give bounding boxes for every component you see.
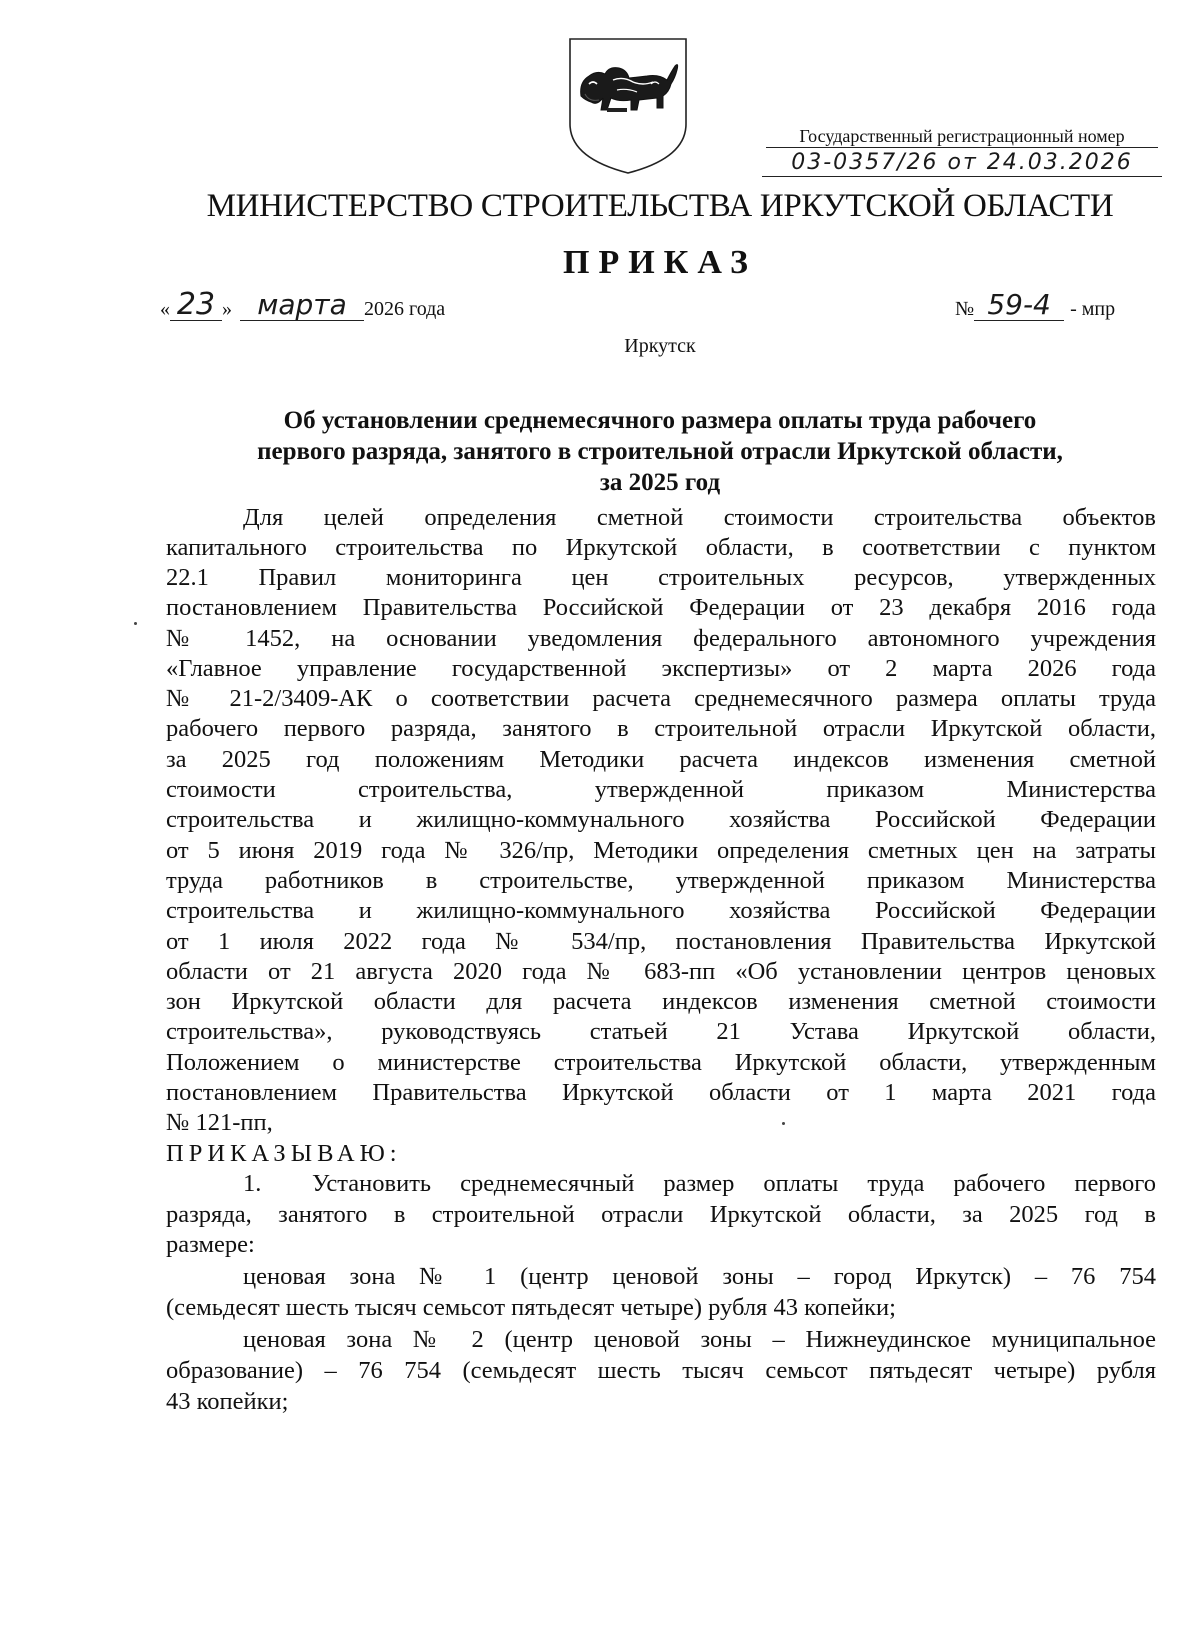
preamble-line: области от 21 августа 2020 года № 683-пп «Об установлении центров ценовых	[166, 958, 1156, 985]
date-quote-open: «	[160, 298, 170, 320]
preamble-line: капитального строительства по Иркутской области, в соответствии с пунктом	[166, 534, 1156, 561]
preamble-line: строительства», руководствуясь статьей 21 Устава Иркутской области,	[166, 1018, 1156, 1045]
preamble-line: Положением о министерстве строительства Иркутской области, утвержденным	[166, 1049, 1156, 1076]
order-number	[955, 290, 1115, 321]
preamble-line: постановлением Правительства Иркутской области от 1 марта 2021 года	[166, 1079, 1156, 1106]
registration-number-label: Государственный регистрационный номер	[766, 126, 1158, 148]
order-verb: ПРИКАЗЫВАЮ:	[166, 1140, 402, 1167]
preamble-line: стоимости строительства, утвержденной приказом Министерства	[166, 776, 1156, 803]
preamble-line: Для целей определения сметной стоимости строительства объектов	[243, 504, 1156, 531]
preamble-line: № 21-2/3409-АК о соответствии расчета среднемесячного размера оплаты труда	[166, 685, 1156, 712]
zone-line: (семьдесят шесть тысяч семьсот пятьдесят четыре) рубля 43 копейки;	[166, 1294, 896, 1321]
heading-line: за 2025 год	[599, 469, 721, 496]
heading-line: Об установлении среднемесячного размера оплаты труда рабочего	[283, 407, 1037, 434]
preamble-line: рабочего первого разряда, занятого в строительной отрасли Иркутской области,	[166, 715, 1156, 742]
preamble-line: № 121-пп,	[166, 1109, 273, 1136]
order-date	[160, 287, 446, 322]
point-number: 1.	[243, 1170, 262, 1197]
point-line: размере:	[166, 1231, 255, 1258]
preamble-line: строительства и жилищно-коммунального хозяйства Российской Федерации	[166, 806, 1156, 833]
date-day: 23	[170, 290, 222, 321]
preamble-line: «Главное управление государственной экспертизы» от 2 марта 2026 года	[166, 655, 1156, 682]
point-line: разряда, занятого в строительной отрасли Иркутской области, за 2025 год в	[166, 1201, 1156, 1228]
preamble-line: за 2025 год положениям Методики расчета индексов изменения сметной	[166, 746, 1156, 773]
date-quote-close: »	[222, 298, 232, 320]
order-heading	[160, 405, 1160, 498]
preamble-line: от 1 июля 2022 года № 534/пр, постановления Правительства Иркутской	[166, 928, 1156, 955]
ministry-name: МИНИСТЕРСТВО СТРОИТЕЛЬСТВА ИРКУТСКОЙ ОБЛАСТИ	[206, 188, 1114, 224]
document-type-title: ПРИКАЗ	[563, 244, 757, 281]
zone-line: 43 копейки;	[166, 1388, 289, 1415]
preamble-line: 22.1 Правил мониторинга цен строительных ресурсов, утвержденных	[166, 564, 1156, 591]
preamble-line: строительства и жилищно-коммунального хозяйства Российской Федерации	[166, 897, 1156, 924]
preamble-line: зон Иркутской области для расчета индексов изменения сметной стоимости	[166, 988, 1156, 1015]
zone-line: ценовая зона № 2 (центр ценовой зоны – Нижнеудинское муниципальное	[243, 1326, 1156, 1353]
scan-speck	[134, 622, 137, 625]
preamble-line: № 1452, на основании уведомления федерального автономного учреждения	[166, 625, 1156, 652]
zone-line: образование) – 76 754 (семьдесят шесть тысяч семьсот пятьдесят четыре) рубля	[166, 1357, 1156, 1384]
preamble-line: труда работников в строительстве, утвержденной приказом Министерства	[166, 867, 1156, 894]
date-year: 2026 года	[364, 298, 446, 320]
point-line: Установить среднемесячный размер оплаты труда рабочего первого	[312, 1170, 1156, 1197]
scan-speck	[782, 1122, 785, 1125]
registration-number-value: 03-0357/26 от 24.03.2026	[762, 150, 1162, 177]
preamble-line: от 5 июня 2019 года № 326/пр, Методики определения сметных цен на затраты	[166, 837, 1156, 864]
zone-line: ценовая зона № 1 (центр ценовой зоны – город Иркутск) – 76 754	[243, 1263, 1156, 1290]
issue-city: Иркутск	[624, 335, 696, 357]
heading-line: первого разряда, занятого в строительной отрасли Иркутской области,	[257, 438, 1063, 465]
number-suffix: - мпр	[1070, 298, 1116, 320]
number-prefix: №	[955, 298, 975, 320]
number-value: 59-4	[974, 290, 1064, 321]
babr-emblem-icon	[567, 36, 689, 176]
preamble-line: постановлением Правительства Российской Федерации от 23 декабря 2016 года	[166, 594, 1156, 621]
date-month: марта	[240, 290, 364, 321]
coat-of-arms-emblem	[567, 36, 689, 176]
